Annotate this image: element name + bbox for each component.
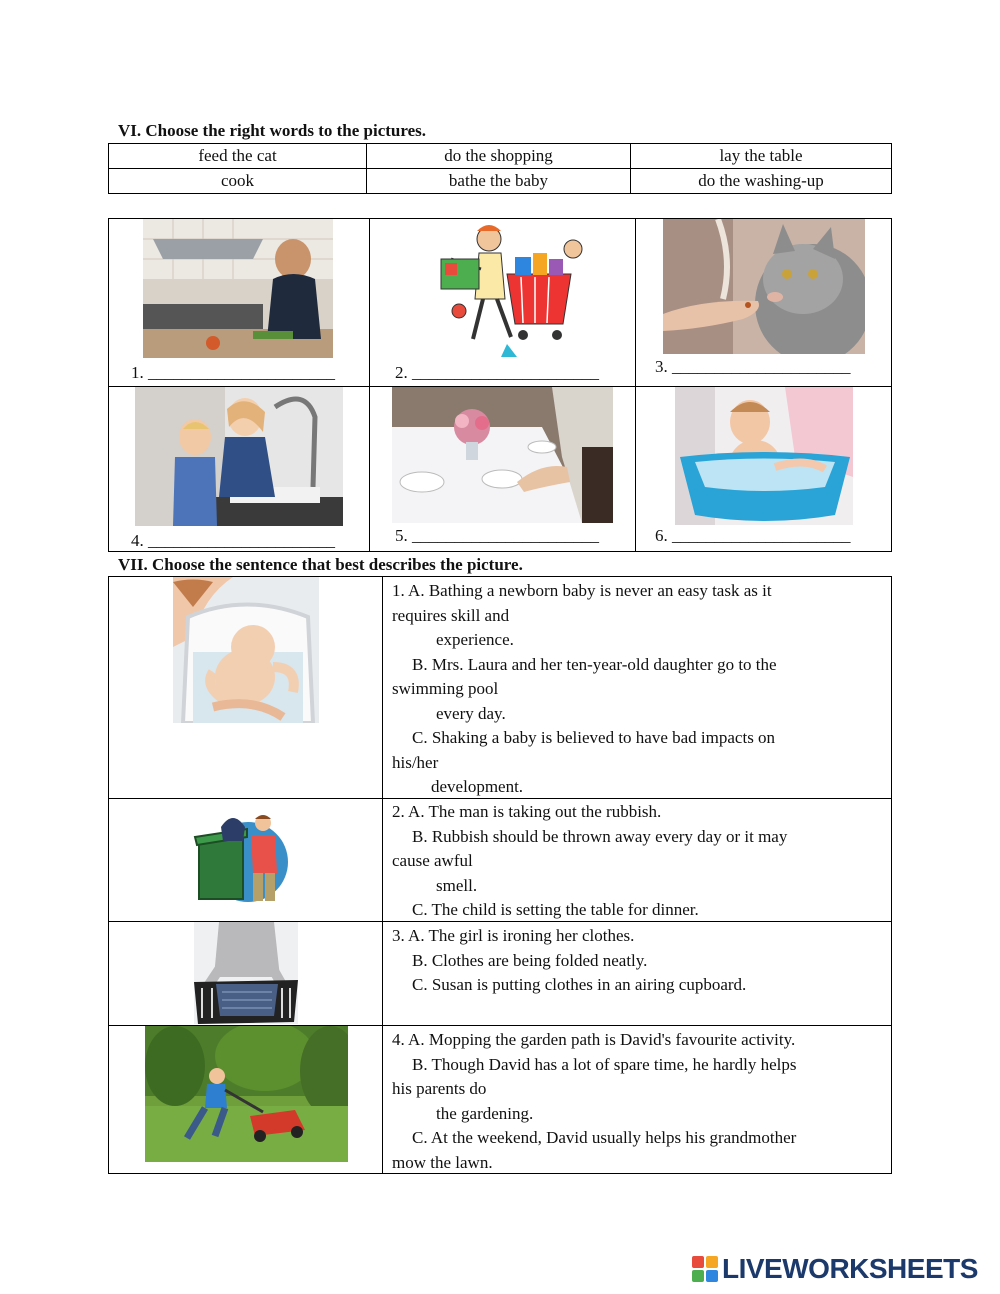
grid-divider: [369, 219, 370, 551]
option-text[interactable]: his/her: [392, 752, 439, 772]
lawn-mowing-picture: [145, 1026, 348, 1162]
option-text[interactable]: C. At the weekend, David usually helps his grandmother: [412, 1128, 797, 1147]
option-text[interactable]: 4. A. Mopping the garden path is David's favourite activity.: [392, 1030, 796, 1049]
option-text[interactable]: development.: [431, 777, 524, 796]
answer-blank-5[interactable]: 5. ______________________: [395, 526, 599, 545]
question-2-options: [392, 800, 885, 923]
option-text[interactable]: swimming pool: [392, 679, 499, 698]
answer-blank-4[interactable]: 4. ______________________: [131, 531, 335, 550]
option-text[interactable]: B. Clothes are being folded neatly.: [412, 950, 648, 970]
logo-icon: [692, 1256, 718, 1282]
shopping-picture: [431, 219, 583, 361]
option-text[interactable]: requires skill and: [392, 605, 510, 625]
cooking-picture: [143, 219, 333, 358]
bathing-baby-picture: [173, 577, 319, 723]
table-divider: [382, 577, 383, 1173]
question-4-options: [392, 1028, 885, 1175]
rubbish-picture: [193, 807, 293, 907]
grid-divider: [635, 219, 636, 551]
option-text[interactable]: cause awful: [392, 851, 473, 870]
liveworksheets-logo[interactable]: [692, 1252, 978, 1286]
option-text[interactable]: mow the lawn.: [392, 1152, 493, 1172]
picture-grid: [108, 218, 892, 552]
option-text[interactable]: 3. A. The girl is ironing her clothes.: [392, 926, 635, 945]
cat-picture: [663, 219, 865, 354]
answer-blank-2[interactable]: 2. ______________________: [395, 363, 599, 382]
word-bank-cell: lay the table: [631, 144, 892, 169]
washing-up-picture: [135, 387, 343, 526]
word-bank-cell: bathe the baby: [367, 169, 631, 194]
section-7-heading: VII. Choose the sentence that best describes the picture.: [118, 555, 523, 574]
word-bank-table: [108, 143, 892, 194]
answer-blank-6[interactable]: 6. _____________________: [655, 526, 851, 545]
word-bank-cell: cook: [109, 169, 367, 194]
option-text[interactable]: every day.: [436, 703, 506, 723]
option-text[interactable]: C. Susan is putting clothes in an airing cupboard.: [412, 975, 747, 994]
word-bank-cell: do the shopping: [367, 144, 631, 169]
question-3-options: [392, 924, 885, 998]
baby-bath-picture: [675, 387, 853, 525]
word-bank-row: [109, 169, 892, 194]
option-text[interactable]: 2. A. The man is taking out the rubbish.: [392, 802, 662, 821]
option-text[interactable]: B. Rubbish should be thrown away every day or it may: [412, 826, 788, 846]
option-text[interactable]: C. The child is setting the table for dinner.: [412, 900, 699, 919]
answer-blank-3[interactable]: 3. _____________________: [655, 357, 851, 376]
option-text[interactable]: the gardening.: [436, 1103, 534, 1123]
option-text[interactable]: his parents do: [392, 1079, 487, 1098]
option-text[interactable]: C. Shaking a baby is believed to have bad impacts on: [412, 728, 776, 747]
answer-blank-1[interactable]: 1. ______________________: [131, 363, 335, 382]
option-text[interactable]: smell.: [436, 875, 478, 895]
option-text[interactable]: B. Though David has a lot of spare time, he hardly helps: [412, 1054, 797, 1074]
option-text[interactable]: B. Mrs. Laura and her ten-year-old daughter go to the: [412, 654, 777, 674]
word-bank-cell: feed the cat: [109, 144, 367, 169]
section-6-heading: VI. Choose the right words to the pictures.: [118, 121, 427, 140]
sentence-table: [108, 576, 892, 1174]
logo-text: LIVEWORKSHEETS: [722, 1253, 978, 1284]
option-text[interactable]: 1. A. Bathing a newborn baby is never an easy task as it: [392, 581, 772, 600]
table-laying-picture: [392, 387, 613, 523]
option-text[interactable]: experience.: [436, 630, 514, 649]
folding-clothes-picture: [194, 922, 298, 1024]
word-bank-cell: do the washing-up: [631, 169, 892, 194]
question-1-options: [392, 579, 885, 800]
word-bank-row: [109, 144, 892, 169]
